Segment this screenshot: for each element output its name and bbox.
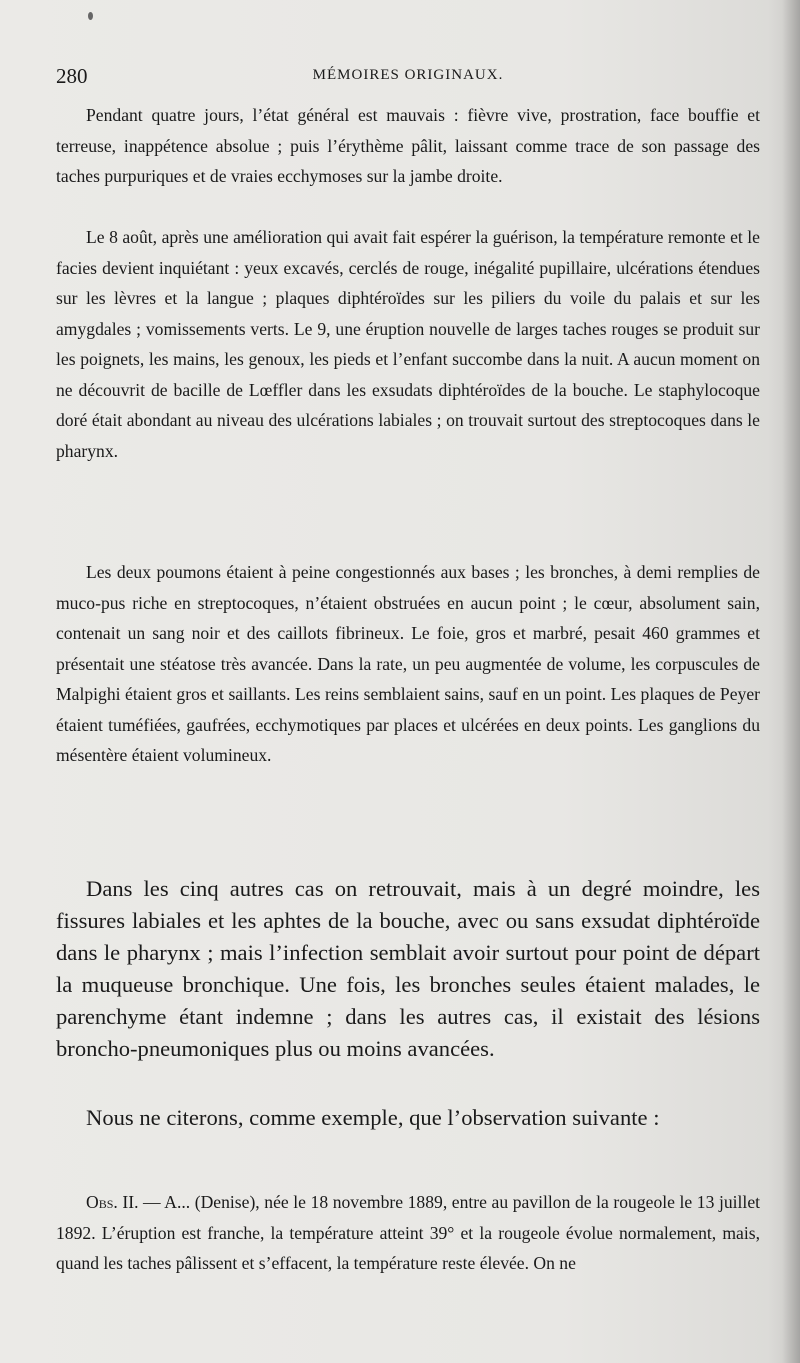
running-head: MÉMOIRES ORIGINAUX. [312,67,504,83]
page-number: 280 [56,64,88,88]
observation-label: Obs. II. [86,1192,139,1212]
observation-text: — A... (Denise), née le 18 novembre 1889, entre au pavillon de la rougeole le 13 juillet 1892. L’éruption est franche, la température atteint 39° et la rougeole évolue normalement, mais, quand les taches pâlissent et s’effacent, la température reste élevée. On ne [56,1192,761,1273]
observation [56,1187,760,1279]
page-header [56,64,760,90]
paragraph: Dans les cinq autres cas on retrouvait, mais à un degré moindre, les fissures labiales et les aphtes de la bouche, avec ou sans exsudat diphtéroïde dans le pharynx ; mais l’infection semblait avoir surtout pour point de départ la muqueuse bronchique. Une fois, les bronches seules étaient malades, le parenchyme étant indemne ; dans les autres cas, il existait des lésions broncho-pneumoniques plus ou moins avancées. [56,876,760,1061]
paragraph: Les deux poumons étaient à peine congestionnés aux bases ; les bronches, à demi remplies de muco-pus riche en streptocoques, n’étaient obstruées en aucun point ; le cœur, absolument sain, contenait un sang noir et des caillots fibrineux. Le foie, gros et marbré, pesait 460 grammes et présentait une stéatose très avancée. Dans la rate, un peu augmentée de volume, les corpuscules de Malpighi étaient gros et saillants. Les reins semblaient sains, sauf en un point. Les plaques de Peyer étaient tuméfiées, gaufrées, ecchymotiques par places et ulcérées en deux points. Les ganglions du mésentère étaient volumineux. [56,562,760,765]
paragraph: Nous ne citerons, comme exemple, que l’observation suivante : [86,1105,660,1130]
page-edge-shadow [782,0,800,1363]
main-text [56,873,760,1134]
observation-paragraph [56,1187,760,1279]
paragraph: Pendant quatre jours, l’état général est mauvais : fièvre vive, prostration, face bouffie et terreuse, inappétence absolue ; puis l’érythème pâlit, laissant comme trace de son passage des taches purpuriques et de vraies ecchymoses sur la jambe droite. [56,105,760,186]
paragraph: Le 8 août, après une amélioration qui avait fait espérer la guérison, la température remonte et le facies devient inquiétant : yeux excavés, cerclés de rouge, inégalité pupillaire, ulcérations étendues sur les lèvres et la langue ; plaques diphtéroïdes sur les piliers du voile du palais et sur les amygdales ; vomissements verts. Le 9, une éruption nouvelle de larges taches rouges se produit sur les poignets, les mains, les genoux, les pieds et l’enfant succombe dans la nuit. A aucun moment on ne découvrit de bacille de Lœffler dans les exsudats diphtéroïdes de la bouche. Le staphylocoque doré était abondant au niveau des ulcérations labiales ; on trouvait surtout des streptocoques dans le pharynx. [56,227,760,461]
ink-speck [88,12,93,20]
case-description [56,100,760,771]
